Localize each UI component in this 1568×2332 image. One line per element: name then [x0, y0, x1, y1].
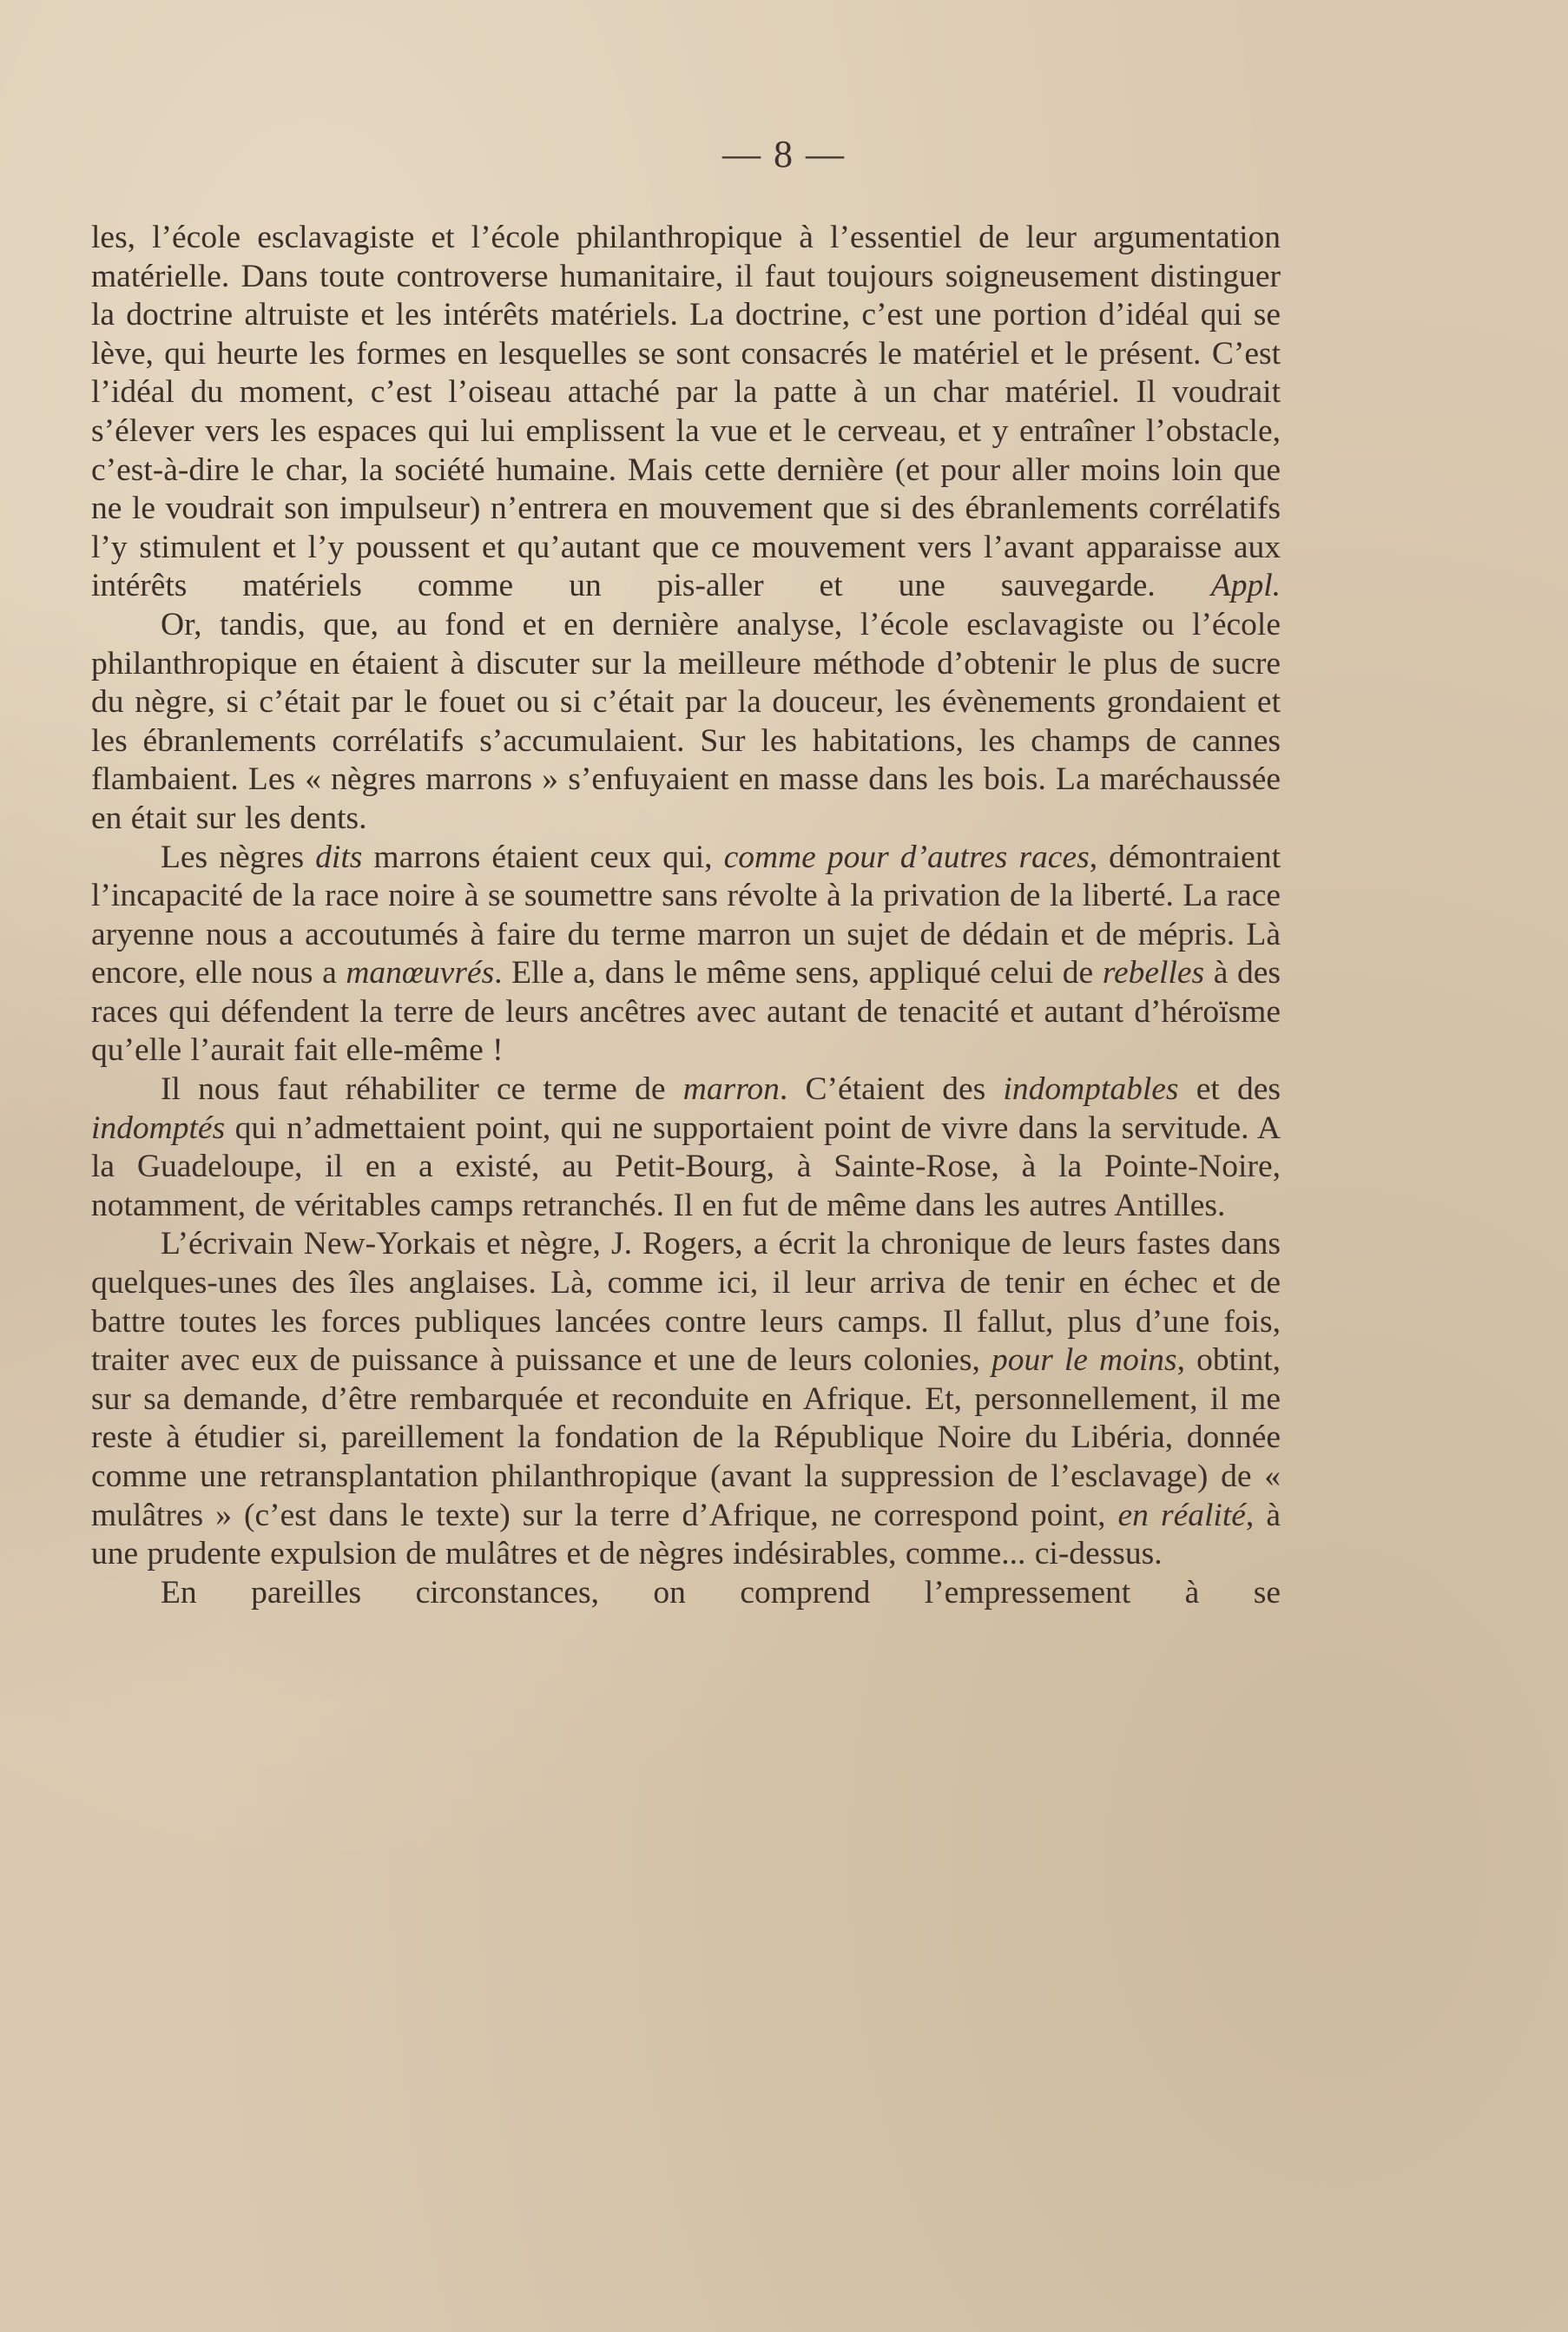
text-run: qui n’admettaient point, qui ne supportaient point de vivre dans la servitude. A la Guadeloupe, il en a existé, au Petit-Bourg, à Sainte-Rose, à la Pointe-Noire, notamment, de véritables camps retranchés. Il en fut de même dans les autres Antilles.	[91, 1110, 1281, 1223]
italic-run: comme pour d’autres races	[723, 839, 1090, 875]
paragraph	[91, 839, 1281, 1071]
text-run: , démontraient l’incapacité de la race noire à se soumettre sans révolte à la privation de la liberté. La race aryenne nous a accoutumés à faire du terme marron un sujet de dédain et de mépris. Là encore, elle nous a	[91, 839, 1281, 991]
text-run: Les nègres	[161, 839, 316, 875]
italic-run: en réalité	[1117, 1497, 1246, 1533]
text-run: Or, tandis, que, au fond et en dernière analyse, l’école esclavagiste ou l’école philanthropique en étaient à discuter sur la meilleure méthode d’obtenir le plus de sucre du nègre, si c’était par le fouet ou si c’était par la douceur, les évènements grondaient et les ébranlements corrélatifs s’accumulaient. Sur les habitations, les champs de cannes flambaient. Les « nègres marrons » s’enfuyaient en masse dans les bois. La maréchaussée en était sur les dents.	[91, 606, 1281, 836]
text-run: Il nous faut réhabiliter ce terme de	[161, 1071, 683, 1108]
text-run: , à une prudente expulsion de mulâtres et de nègres indésirables, comme... ci-dessus.	[91, 1497, 1281, 1572]
page-number: — 8 —	[722, 133, 846, 175]
text-run: . C’étaient des	[779, 1071, 1004, 1108]
text-run: les, l’école esclavagiste et l’école philanthropique à l’essentiel de leur argumentation matérielle. Dans toute controverse humanitaire, il faut toujours soigneusement distinguer la doctrine altruiste et les intérêts matériels. La doctrine, c’est une portion d’idéal qui se lève, qui heurte les formes en lesquelles se sont consacrés le matériel et le présent. C’est l’idéal du moment, c’est l’oiseau attaché par la patte à un char matériel. Il voudrait s’élever vers les espaces qui lui emplissent la vue et le cerveau, et y entraîner l’obstacle, c’est-à-dire le char, la société humaine. Mais cette dernière (et pour aller moins loin que ne le voudrait son impulseur) n’entrera en mouvement que si des ébranlements corrélatifs l’y stimulent et l’y poussent et qu’autant que ce mouvement vers l’avant apparaisse aux intérêts matériels comme un pis-aller et une sauvegarde.	[91, 220, 1281, 604]
text-run: et des	[1178, 1071, 1281, 1108]
paragraph	[91, 1070, 1281, 1225]
paragraph	[91, 1225, 1281, 1573]
text-run: marrons étaient ceux qui,	[362, 839, 724, 875]
text-run: L’écrivain New-Yorkais et nègre, J. Rogers, a écrit la chronique de leurs fastes dans quelques-unes des îles anglaises. Là, comme ici, il leur arriva de tenir en échec et de battre toutes les forces publiques lancées contre leurs camps. Il fallut, plus d’une fois, traiter avec eux de puissance à puissance et une de leurs colonies,	[91, 1226, 1281, 1379]
italic-run: dits	[315, 839, 363, 875]
italic-run: Appl.	[1210, 568, 1281, 604]
text-run: à des races qui défendent la terre de leurs ancêtres avec autant de tenacité et autant d’héroïsme qu’elle l’aurait fait elle-même !	[91, 955, 1281, 1069]
italic-run: manœuvrés	[346, 955, 495, 991]
paragraph	[91, 606, 1281, 839]
body-text	[91, 219, 1281, 1612]
text-run: . Elle a, dans le même sens, appliqué celui de	[494, 955, 1103, 991]
italic-run: indomptables	[1003, 1071, 1179, 1108]
italic-run: pour le moins	[991, 1342, 1177, 1379]
italic-run: indomptés	[91, 1110, 226, 1146]
italic-run: marron	[682, 1071, 780, 1108]
paragraph	[91, 219, 1281, 606]
italic-run: rebelles	[1102, 955, 1205, 991]
text-run: En pareilles circonstances, on comprend l’empressement à se	[161, 1574, 1281, 1611]
text-run: , obtint, sur sa demande, d’être rembarquée et reconduite en Afrique. Et, personnellement, il me reste à étudier si, pareillement la fondation de la République Noire du Libéria, donnée comme une retransplantation philanthropique (avant la suppression de l’esclavage) de « mulâtres » (c’est dans le texte) sur la terre d’Afrique, ne correspond point,	[91, 1342, 1281, 1533]
paragraph	[91, 1574, 1281, 1613]
